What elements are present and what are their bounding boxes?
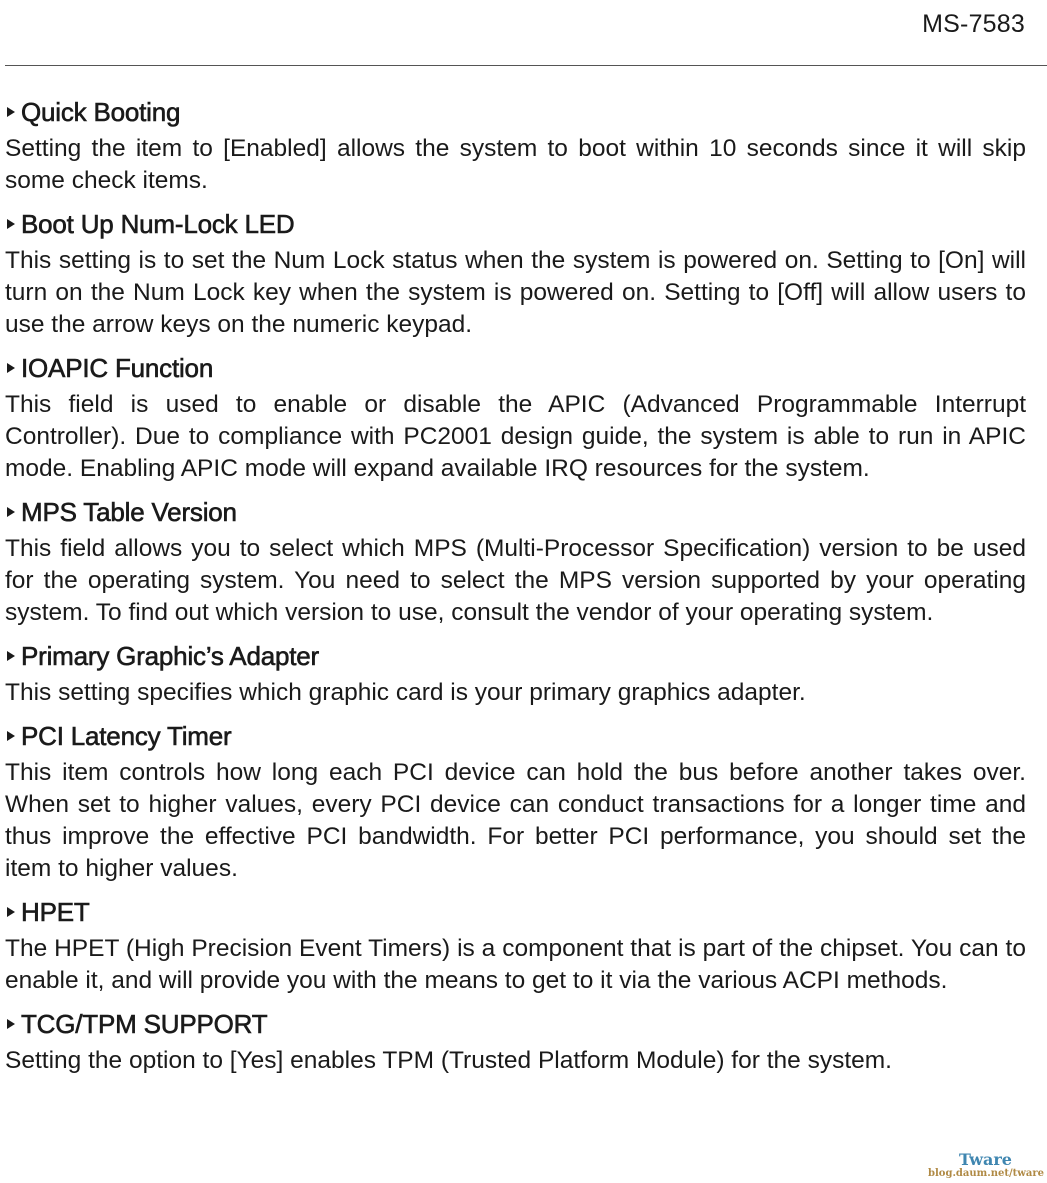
section-tcg-tpm-support [5, 1007, 1026, 1077]
triangle-bullet-icon [7, 731, 15, 741]
section-description: This field allows you to select which MPS (Multi-Processor Specification) version to be used for the operating system. You need to select the MPS version supported by your operating system. To find out which version to use, consult the vendor of your operating system. [5, 535, 1026, 626]
section-title: TCG/TPM SUPPORT [21, 1009, 268, 1039]
manual-content [5, 95, 1026, 1087]
section-pci-latency-timer [5, 719, 1026, 885]
section-title: Boot Up Num-Lock LED [21, 209, 295, 239]
triangle-bullet-icon [7, 907, 15, 917]
section-heading [5, 719, 1026, 753]
section-title: IOAPIC Function [21, 353, 214, 383]
triangle-bullet-icon [7, 1019, 15, 1029]
section-description: This setting is to set the Num Lock status when the system is powered on. Setting to [On] will turn on the Num Lock key when the system is powered on. Setting to [Off] will allow users to use the arrow keys on the numeric keypad. [5, 247, 1026, 338]
section-ioapic-function [5, 351, 1026, 485]
triangle-bullet-icon [7, 363, 15, 373]
section-heading [5, 895, 1026, 929]
section-heading [5, 351, 1026, 385]
section-title: Primary Graphic’s Adapter [21, 641, 319, 671]
section-quick-booting [5, 95, 1026, 197]
section-hpet [5, 895, 1026, 997]
section-boot-up-num-lock-led [5, 207, 1026, 341]
triangle-bullet-icon [7, 107, 15, 117]
blog-watermark [928, 1152, 1043, 1179]
triangle-bullet-icon [7, 651, 15, 661]
section-heading [5, 207, 1026, 241]
section-title: MPS Table Version [21, 497, 237, 527]
section-description: Setting the item to [Enabled] allows the system to boot within 10 seconds since it will skip some check items. [5, 135, 1026, 194]
triangle-bullet-icon [7, 507, 15, 517]
section-title: PCI Latency Timer [21, 721, 232, 751]
page-model-number: MS-7583 [922, 10, 1025, 38]
section-heading [5, 639, 1026, 673]
section-description: This field is used to enable or disable the APIC (Advanced Programmable Interrupt Controller). Due to compliance with PC2001 design guide, the system is able to run in APIC mode. Enabling APIC mode will expand available IRQ resources for the system. [5, 391, 1026, 482]
section-heading [5, 95, 1026, 129]
section-description: The HPET (High Precision Event Timers) is a component that is part of the chipset. You can to enable it, and will provide you with the means to get to it via the various ACPI methods. [5, 935, 1026, 994]
section-primary-graphics-adapter [5, 639, 1026, 709]
section-title: HPET [21, 897, 90, 927]
triangle-bullet-icon [7, 219, 15, 229]
section-heading [5, 1007, 1026, 1041]
section-title: Quick Booting [21, 97, 181, 127]
section-description: This item controls how long each PCI device can hold the bus before another takes over. When set to higher values, every PCI device can conduct transactions for a longer time and thus improve the effective PCI bandwidth. For better PCI performance, you should set the item to higher values. [5, 759, 1026, 882]
section-description: Setting the option to [Yes] enables TPM (Trusted Platform Module) for the system. [5, 1047, 892, 1074]
section-heading [5, 495, 1026, 529]
section-description: This setting specifies which graphic card is your primary graphics adapter. [5, 679, 806, 706]
header-divider [5, 65, 1047, 66]
watermark-url: blog.daum.net/tware [928, 1168, 1044, 1179]
section-mps-table-version [5, 495, 1026, 629]
watermark-name: Tware [959, 1150, 1012, 1169]
